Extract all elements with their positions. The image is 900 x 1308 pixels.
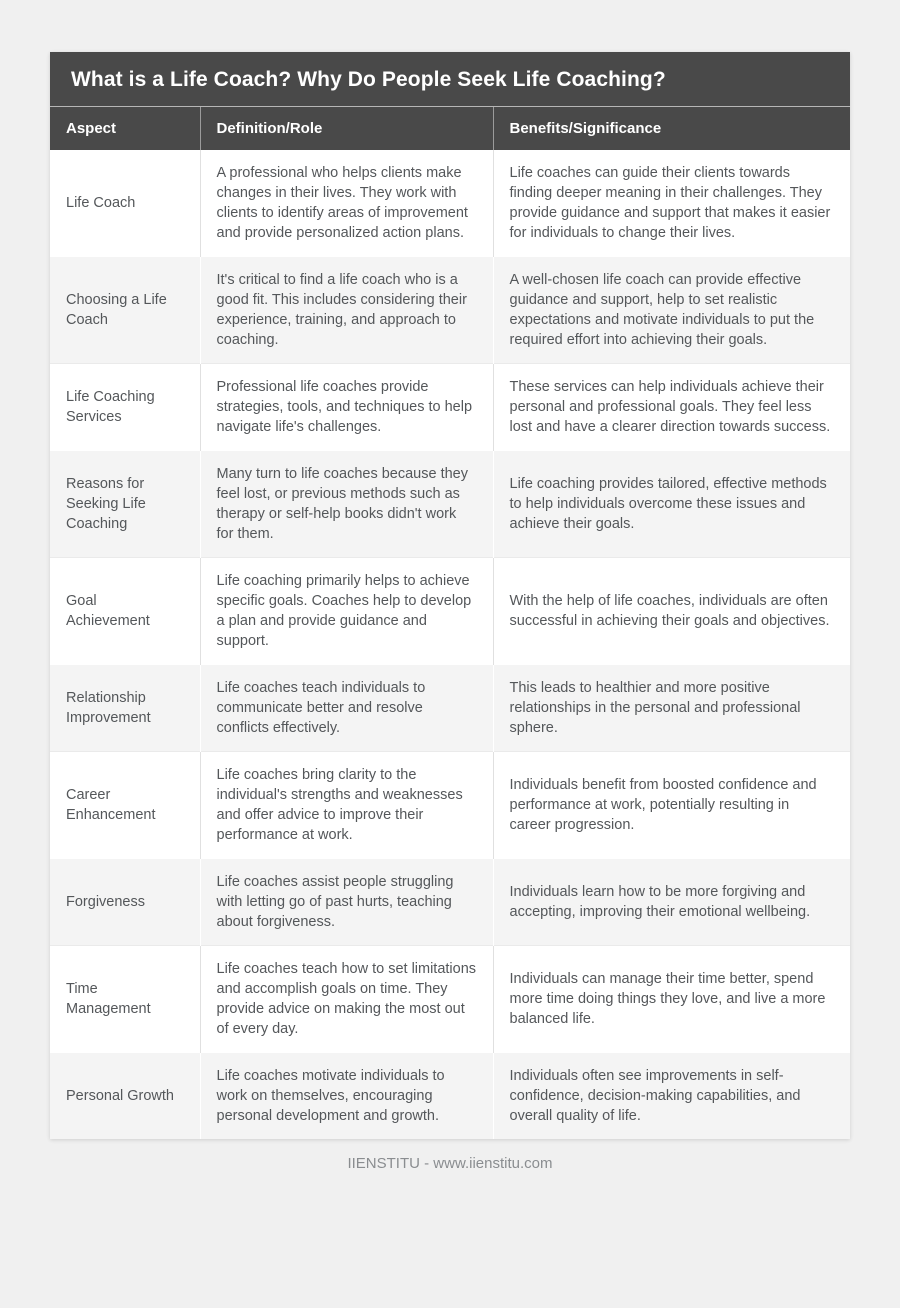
definition-cell: Life coaches assist people struggling with letting go of past hurts, teaching about forgiveness. [200,859,493,946]
benefits-cell: These services can help individuals achieve their personal and professional goals. They feel less lost and have a clearer direction towards success. [493,364,850,451]
table-row [50,665,850,752]
aspect-cell: Time Management [50,946,200,1053]
benefits-cell: With the help of life coaches, individuals are often successful in achieving their goals and objectives. [493,558,850,665]
table-row [50,150,850,257]
column-header-aspect: Aspect [50,107,200,150]
content-card [50,52,850,1139]
definition-cell: It's critical to find a life coach who is a good fit. This includes considering their experience, training, and approach to coaching. [200,257,493,364]
table-row [50,257,850,364]
benefits-cell: Individuals often see improvements in self-confidence, decision-making capabilities, and overall quality of life. [493,1053,850,1140]
benefits-cell: A well-chosen life coach can provide effective guidance and support, help to set realistic expectations and motivate individuals to put the required effort into achieving their goals. [493,257,850,364]
table-header [50,107,850,150]
table-row [50,1053,850,1140]
definition-cell: Many turn to life coaches because they feel lost, or previous methods such as therapy or self-help books didn't work for them. [200,451,493,558]
aspect-cell: Forgiveness [50,859,200,946]
table-row [50,752,850,859]
table-row [50,364,850,451]
benefits-cell: This leads to healthier and more positive relationships in the personal and professional sphere. [493,665,850,752]
aspect-cell: Personal Growth [50,1053,200,1140]
column-header-definition: Definition/Role [200,107,493,150]
table-row [50,558,850,665]
aspect-cell: Relationship Improvement [50,665,200,752]
table-row [50,946,850,1053]
aspect-cell: Reasons for Seeking Life Coaching [50,451,200,558]
footer-credit: IIENSTITU - www.iienstitu.com [347,1155,553,1172]
page-title: What is a Life Coach? Why Do People Seek Life Coaching? [71,68,666,91]
column-header-benefits: Benefits/Significance [493,107,850,150]
benefits-cell: Individuals benefit from boosted confidence and performance at work, potentially resulting in career progression. [493,752,850,859]
aspect-cell: Choosing a Life Coach [50,257,200,364]
aspect-cell: Career Enhancement [50,752,200,859]
benefits-cell: Individuals learn how to be more forgiving and accepting, improving their emotional wellbeing. [493,859,850,946]
table-row [50,451,850,558]
table-row [50,859,850,946]
definition-cell: Life coaches motivate individuals to work on themselves, encouraging personal development and growth. [200,1053,493,1140]
benefits-cell: Individuals can manage their time better, spend more time doing things they love, and live a more balanced life. [493,946,850,1053]
definition-cell: Life coaching primarily helps to achieve specific goals. Coaches help to develop a plan and provide guidance and support. [200,558,493,665]
aspect-cell: Life Coach [66,195,136,211]
header-row [50,107,850,150]
aspect-cell: Goal Achievement [50,558,200,665]
benefits-cell: Life coaching provides tailored, effective methods to help individuals overcome these issues and achieve their goals. [493,451,850,558]
definition-cell: A professional who helps clients make changes in their lives. They work with clients to identify areas of improvement and provide personalized action plans. [200,150,493,257]
benefits-cell: Life coaches can guide their clients towards finding deeper meaning in their challenges. They provide guidance and support that makes it easier for individuals to change their lives. [493,150,850,257]
table-body [50,150,850,1139]
definition-cell: Life coaches teach how to set limitations and accomplish goals on time. They provide advice on making the most out of every day. [200,946,493,1053]
aspect-cell: Life Coaching Services [50,364,200,451]
definition-cell: Life coaches bring clarity to the individual's strengths and weaknesses and offer advice to improve their performance at work. [200,752,493,859]
life-coach-table [50,107,850,1139]
definition-cell: Life coaches teach individuals to communicate better and resolve conflicts effectively. [200,665,493,752]
definition-cell: Professional life coaches provide strategies, tools, and techniques to help navigate life's challenges. [200,364,493,451]
title-bar [50,52,850,107]
